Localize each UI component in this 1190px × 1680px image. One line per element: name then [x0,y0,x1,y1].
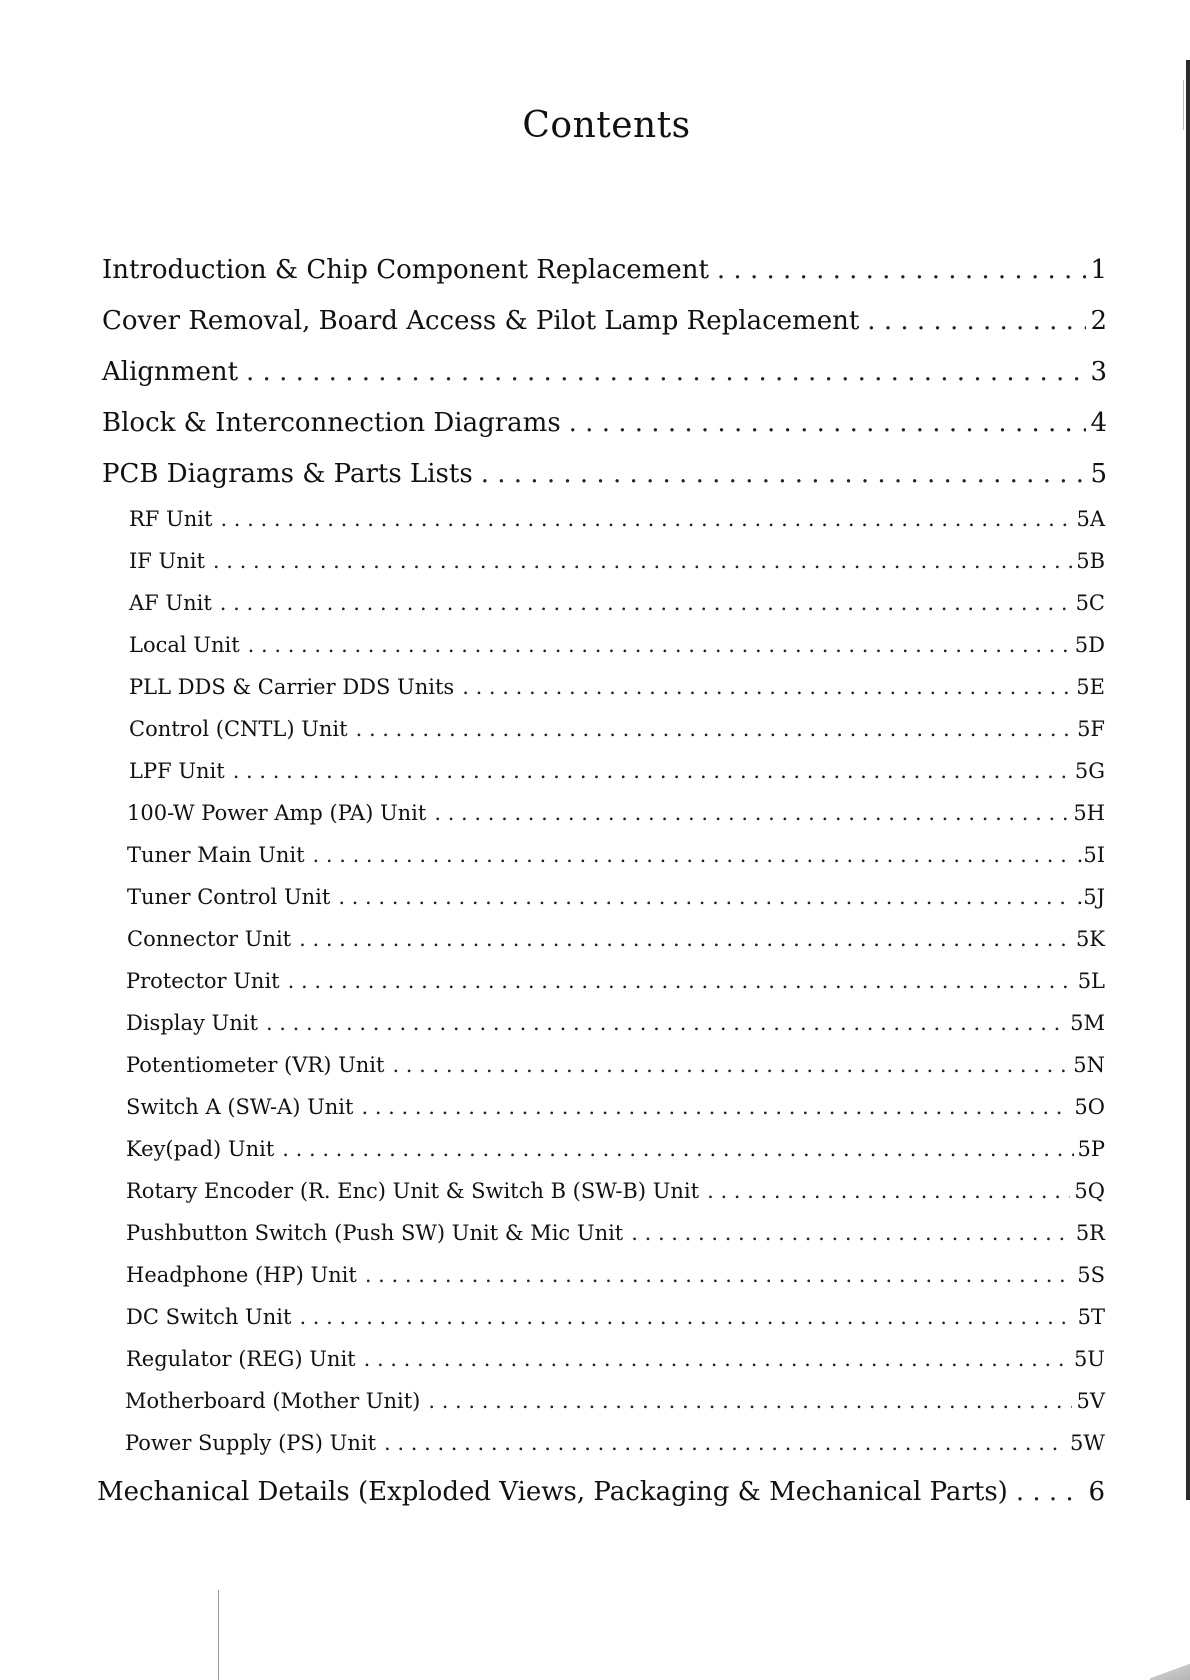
toc-entry-label: 100-W Power Amp (PA) Unit [127,801,427,825]
binding-edge [1186,60,1190,1500]
dot-leader [365,1263,1073,1287]
toc-entry [129,591,1105,619]
toc-entry-label: Switch A (SW-A) Unit [126,1095,354,1119]
toc-entry [126,1137,1105,1165]
toc-entry-label: Block & Interconnection Diagrams [102,408,561,438]
dot-leader [392,1053,1069,1077]
toc-entry [126,1179,1105,1207]
toc-entry-page-number: 5H [1073,801,1105,825]
toc-entry [129,717,1105,745]
toc-entry-page-number: 4 [1090,408,1107,438]
toc-entry-page-number: 5L [1077,969,1105,993]
toc-entry-label: PLL DDS & Carrier DDS Units [129,675,455,699]
dot-leader [428,1389,1072,1413]
toc-entry [125,1389,1105,1417]
toc-entry [102,459,1107,493]
toc-entry-label: RF Unit [129,507,213,531]
toc-entry [102,306,1107,340]
toc-entry-label: Protector Unit [126,969,280,993]
dot-leader [282,1137,1073,1161]
toc-entry-page-number: 5R [1075,1221,1105,1245]
toc-entry [126,1221,1105,1249]
toc-entry-label: Tuner Main Unit [127,843,305,867]
toc-entry [129,675,1105,703]
toc-entry [126,1011,1105,1039]
toc-entry-page-number: .5I [1076,843,1105,867]
dot-leader [299,927,1072,951]
toc-entry [126,1263,1105,1291]
dot-leader [434,801,1069,825]
toc-entry-label: Cover Removal, Board Access & Pilot Lamp Replacement [102,306,860,336]
dot-leader [338,885,1072,909]
scan-artifact-corner [1150,1658,1190,1680]
toc-entry-label: Power Supply (PS) Unit [125,1431,377,1455]
toc-entry-page-number: 5E [1076,675,1105,699]
dot-leader [246,357,1086,387]
toc-entry-label: Control (CNTL) Unit [129,717,348,741]
toc-entry-page-number: 5N [1073,1053,1105,1077]
dot-leader [631,1221,1072,1245]
toc-entry-page-number: 5B [1076,549,1105,573]
toc-entry-page-number: 5A [1076,507,1105,531]
dot-leader [364,1347,1070,1371]
toc-entry-page-number: 3 [1090,357,1107,387]
dot-leader [1016,1477,1085,1507]
toc-entry-label: DC Switch Unit [126,1305,292,1329]
toc-entry [125,1431,1105,1459]
toc-entry-label: Connector Unit [127,927,292,951]
scan-artifact-line [218,1590,219,1680]
toc-entry [129,633,1105,661]
toc-entry-page-number: 5D [1074,633,1105,657]
dot-leader [313,843,1073,867]
toc-entry-label: Headphone (HP) Unit [126,1263,357,1287]
toc-entry [127,885,1105,913]
toc-entry [126,969,1105,997]
toc-entry-page-number: 5W [1070,1431,1105,1455]
toc-entry-page-number: 5M [1070,1011,1105,1035]
toc-entry-label: Local Unit [129,633,240,657]
dot-leader [288,969,1074,993]
dot-leader [233,759,1071,783]
toc-entry-page-number: 5O [1074,1095,1105,1119]
toc-entry-label: AF Unit [129,591,212,615]
dot-leader [481,459,1087,489]
toc-entry-page-number: .5J [1076,885,1105,909]
toc-entry-label: Alignment [102,357,239,387]
toc-entry-label: PCB Diagrams & Parts Lists [102,459,473,489]
dot-leader [361,1095,1070,1119]
toc-entry [102,357,1107,391]
dot-leader [248,633,1071,657]
dot-leader [462,675,1072,699]
toc-entry-page-number: 5 [1090,459,1107,489]
toc-entry-label: Tuner Control Unit [127,885,331,909]
binding-edge-faint [1183,80,1184,130]
toc-entry-page-number: 5Q [1074,1179,1105,1203]
toc-entry-label: IF Unit [129,549,205,573]
toc-entry-label: Introduction & Chip Component Replacement [102,255,709,285]
dot-leader [356,717,1073,741]
toc-entry-label: Key(pad) Unit [126,1137,275,1161]
toc-entry-page-number: 5U [1073,1347,1105,1371]
toc-entry [127,927,1105,955]
toc-entry [127,843,1105,871]
toc-entry-page-number: 5K [1075,927,1105,951]
dot-leader [299,1305,1073,1329]
toc-entry [102,408,1107,442]
toc-entry-page-number: 5C [1075,591,1105,615]
toc-entry-label: LPF Unit [129,759,225,783]
toc-entry-label: Mechanical Details (Exploded Views, Packaging & Mechanical Parts) [97,1477,1008,1507]
toc-entry-page-number: 5F [1077,717,1105,741]
dot-leader [213,549,1072,573]
toc-entry-page-number: 5S [1077,1263,1105,1287]
toc-entry [127,801,1105,829]
dot-leader [707,1179,1070,1203]
toc-entry [129,507,1105,535]
toc-entry-page-number: 2 [1090,306,1107,336]
toc-entry-label: Pushbutton Switch (Push SW) Unit & Mic Unit [126,1221,624,1245]
toc-entry [129,759,1105,787]
toc-entry [126,1053,1105,1081]
toc-entry [102,255,1107,289]
dot-leader [266,1011,1066,1035]
toc-entry [126,1305,1105,1333]
dot-leader [569,408,1087,438]
toc-entry [126,1347,1105,1375]
toc-entry-page-number: 5T [1077,1305,1105,1329]
toc-entry-page-number: 6 [1088,1477,1105,1507]
page-title: Contents [522,105,691,146]
toc-entry-label: Regulator (REG) Unit [126,1347,356,1371]
toc-entry-label: Motherboard (Mother Unit) [125,1389,421,1413]
toc-entry-label: Potentiometer (VR) Unit [126,1053,385,1077]
toc-entry [129,549,1105,577]
toc-entry-page-number: 5G [1074,759,1105,783]
dot-leader [867,306,1086,336]
toc-entry-page-number: 5V [1076,1389,1105,1413]
toc-entry [97,1477,1105,1511]
dot-leader [384,1431,1066,1455]
toc-entry-label: Rotary Encoder (R. Enc) Unit & Switch B (SW-B) Unit [126,1179,700,1203]
dot-leader [220,507,1072,531]
toc-entry-label: Display Unit [126,1011,258,1035]
dot-leader [220,591,1072,615]
toc-entry-page-number: 1 [1090,255,1107,285]
toc-entry [126,1095,1105,1123]
toc-entry-page-number: 5P [1077,1137,1105,1161]
dot-leader [717,255,1087,285]
